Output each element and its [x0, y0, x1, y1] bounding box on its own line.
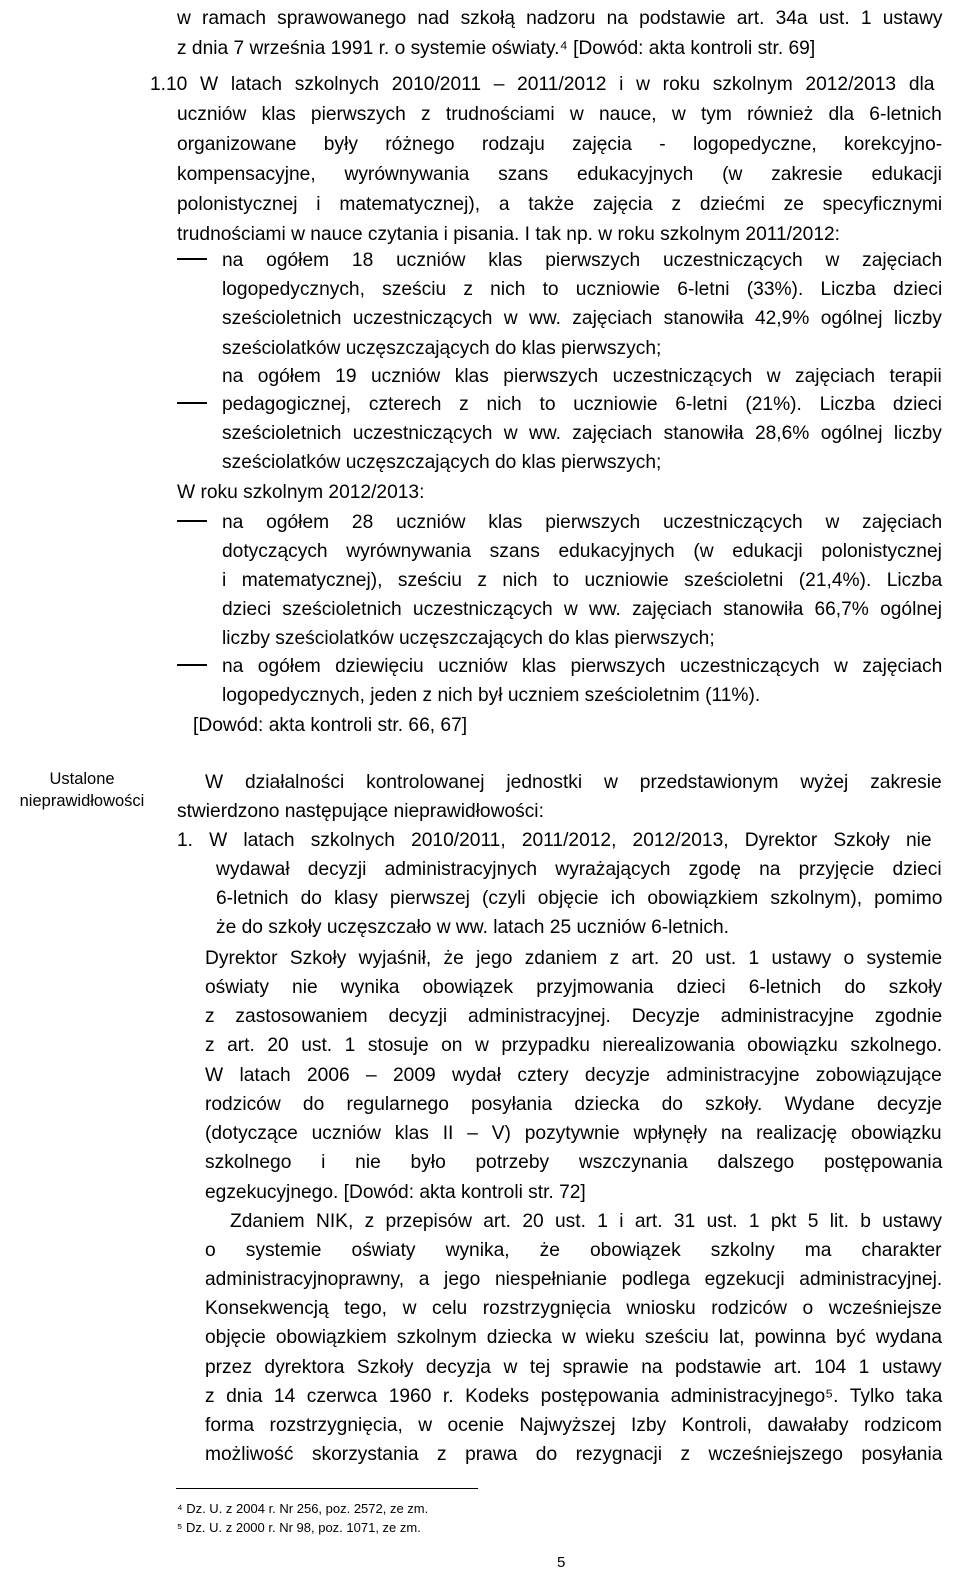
text-line: dzieci sześcioletnich uczestniczących w ww. zajęciach stanowiła 66,7% ogólnej — [222, 599, 942, 620]
text-line: sześcioletnich uczestniczących w ww. zajęciach stanowiła 28,6% ogólnej liczby — [222, 423, 942, 444]
text-line: egzekucyjnego. [Dowód: akta kontroli str. 72] — [205, 1182, 586, 1203]
text-line: [Dowód: akta kontroli str. 66, 67] — [193, 715, 468, 736]
text-line: logopedycznych, jeden z nich był uczniem sześcioletnim (11%). — [222, 685, 761, 706]
text-line: administracyjnoprawny, a jego niespełnianie podlega egzekucji administracyjnej. — [205, 1269, 943, 1290]
text-line: W roku szkolnym 2012/2013: — [177, 482, 425, 503]
text-line: na ogółem 19 uczniów klas pierwszych uczestniczących w zajęciach terapii — [222, 366, 942, 387]
bullet-dash — [177, 520, 207, 522]
text-line: liczby sześciolatków uczęszczających do klas pierwszych; — [222, 628, 715, 649]
text-line: Zdaniem NIK, z przepisów art. 20 ust. 1 i art. 31 ust. 1 pkt 5 lit. b ustawy — [230, 1211, 942, 1232]
text-line: forma rozstrzygnięcia, w ocenie Najwyższej Izby Kontroli, dawałaby rodzicom — [205, 1415, 942, 1436]
text-line: organizowane były różnego rodzaju zajęcia - logopedyczne, korekcyjno- — [177, 134, 943, 155]
page-number: 5 — [557, 1554, 566, 1571]
text-line: rodziców do regularnego posyłania dziecka do szkoły. Wydane decyzje — [205, 1094, 943, 1115]
text-line: z zastosowaniem decyzji administracyjnej. Decyzje administracyjne zgodnie — [205, 1006, 943, 1027]
bullet-dash — [177, 402, 207, 404]
text-line: wydawał decyzji administracyjnych wyrażających zgodę na przyjęcie dzieci — [216, 859, 942, 880]
margin-label-line1: Ustalone — [49, 770, 115, 788]
text-line: o systemie oświaty wynika, że obowiązek szkolny ma charakter — [205, 1240, 942, 1261]
text-line: że do szkoły uczęszczało w ww. latach 25 uczniów 6-letnich. — [216, 917, 729, 938]
text-line: przez dyrektora Szkoły decyzja w tej sprawie na podstawie art. 104 1 ustawy — [205, 1357, 942, 1378]
text-line: 1. W latach szkolnych 2010/2011, 2011/2012, 2012/2013, Dyrektor Szkoły nie — [177, 830, 932, 851]
text-line: Dyrektor Szkoły wyjaśnił, że jego zdaniem z art. 20 ust. 1 ustawy o systemie — [205, 948, 943, 969]
text-line: na ogółem 28 uczniów klas pierwszych uczestniczących w zajęciach — [222, 512, 943, 533]
text-line: szkolnego i nie było potrzeby wszczynania dalszego postępowania — [205, 1152, 943, 1173]
text-line: z dnia 14 czerwca 1960 r. Kodeks postępowania administracyjnego⁵. Tylko taka — [205, 1386, 943, 1407]
text-line: pedagogicznej, czterech z nich to uczniowie 6-letni (21%). Liczba dzieci — [222, 394, 942, 415]
text-line: z art. 20 ust. 1 stosuje on w przypadku nierealizowania obowiązku szkolnego. — [205, 1035, 943, 1056]
text-line: W działalności kontrolowanej jednostki w przedstawionym wyżej zakresie — [205, 772, 942, 793]
text-line: 1.10 W latach szkolnych 2010/2011 – 2011/2012 i w roku szkolnym 2012/2013 dla — [150, 74, 935, 95]
text-line: z dnia 7 września 1991 r. o systemie oświaty.⁴ [Dowód: akta kontroli str. 69] — [177, 38, 816, 59]
text-line: na ogółem dziewięciu uczniów klas pierwszych uczestniczących w zajęciach — [222, 656, 943, 677]
text-line: w ramach sprawowanego nad szkołą nadzoru na podstawie art. 34a ust. 1 ustawy — [177, 8, 943, 29]
text-line: na ogółem 18 uczniów klas pierwszych uczestniczących w zajęciach — [222, 250, 943, 271]
text-line: trudnościami w nauce czytania i pisania. I tak np. w roku szkolnym 2011/2012: — [177, 224, 841, 245]
bullet-dash — [177, 664, 207, 666]
text-line: Konsekwencją tego, w celu rozstrzygnięcia wniosku rodziców o wcześniejsze — [205, 1298, 942, 1319]
text-line: objęcie obowiązkiem szkolnym dziecka w wieku sześciu lat, powinna być wydana — [205, 1327, 943, 1348]
text-line: (dotyczące uczniów klas II – V) pozytywnie wpłynęły na realizację obowiązku — [205, 1123, 942, 1144]
text-line: polonistycznej i matematycznej), a także zajęcia z dziećmi ze specyficznymi — [177, 194, 943, 215]
text-line: sześcioletnich uczestniczących w ww. zajęciach stanowiła 42,9% ogólnej liczby — [222, 308, 942, 329]
text-line: logopedycznych, sześciu z nich to uczniowie 6-letni (33%). Liczba dzieci — [222, 279, 943, 300]
footnote-5: ⁵ Dz. U. z 2000 r. Nr 98, poz. 1071, ze zm. — [177, 1520, 421, 1535]
text-line: 6-letnich do klasy pierwszej (czyli objęcie ich obowiązkiem szkolnym), pomimo — [216, 888, 943, 909]
text-line: W latach 2006 – 2009 wydał cztery decyzje administracyjne zobowiązujące — [205, 1065, 942, 1086]
text-line: stwierdzono następujące nieprawidłowości: — [177, 801, 544, 822]
text-line: sześciolatków uczęszczających do klas pierwszych; — [222, 452, 662, 473]
margin-label — [2, 768, 162, 812]
text-line: i matematycznej), sześciu z nich to uczniowie sześcioletni (21,4%). Liczba — [222, 570, 943, 591]
text-line: oświaty nie wynika obowiązek przyjmowania dzieci 6-letnich do szkoły — [205, 977, 943, 998]
text-line: kompensacyjne, wyrównywania szans edukacyjnych (w zakresie edukacji — [177, 164, 942, 185]
text-line: możliwość skorzystania z prawa do rezygnacji z wcześniejszego posyłania — [205, 1444, 943, 1465]
text-line: uczniów klas pierwszych z trudnościami w nauce, w tym również dla 6-letnich — [177, 104, 942, 125]
bullet-dash — [177, 258, 207, 260]
text-line: sześciolatków uczęszczających do klas pierwszych; — [222, 338, 662, 359]
margin-label-line2: nieprawidłowości — [19, 792, 145, 810]
footnote-rule — [176, 1488, 478, 1489]
text-line: dotyczących wyrównywania szans edukacyjnych (w edukacji polonistycznej — [222, 541, 942, 562]
footnote-4: ⁴ Dz. U. z 2004 r. Nr 256, poz. 2572, ze zm. — [177, 1501, 429, 1516]
